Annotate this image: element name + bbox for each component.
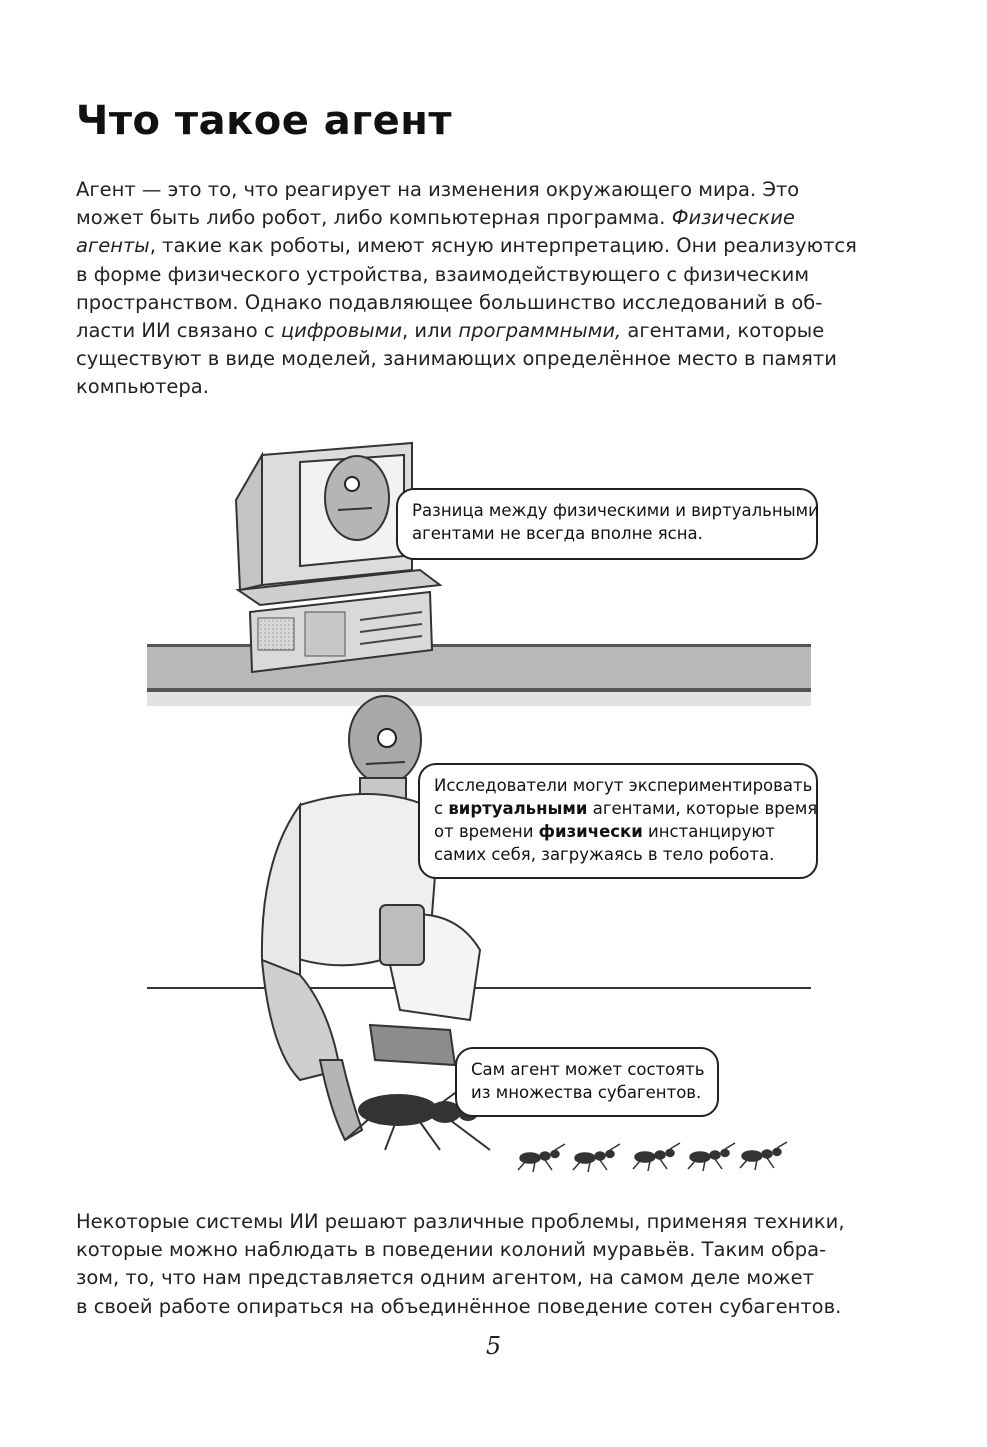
speech-bubble-2: [418, 763, 818, 879]
page-number: 5: [485, 1332, 502, 1360]
intro-line: пространством. Однако подавляющее большинство исследований в об-: [76, 290, 823, 314]
ant-colony-illustration: [518, 1142, 787, 1172]
bubble-line: от времени физически инстанцируют: [434, 822, 775, 841]
bold-term: виртуальными: [448, 799, 588, 818]
italic-term: Физические: [671, 206, 795, 230]
intro-line: в форме физического устройства, взаимодействующего с физическим: [76, 262, 810, 286]
page-title: Что такое агент: [76, 98, 453, 144]
intro-line: компьютера.: [76, 375, 209, 399]
bold-term: физически: [538, 822, 643, 841]
intro-line: ласти ИИ связано с цифровыми, или программными, агентами, которые: [76, 319, 825, 343]
outro-line: в своей работе опираться на объединённое поведение сотен субагентов.: [76, 1294, 842, 1318]
intro-line: может быть либо робот, либо компьютерная программа. Физические: [76, 206, 795, 230]
bubble-line: из множества субагентов.: [471, 1083, 702, 1102]
bubble-line: с виртуальными агентами, которые время: [434, 799, 818, 818]
intro-line: существуют в виде моделей, занимающих определённое место в памяти: [76, 347, 837, 371]
speech-bubble-1: [396, 488, 818, 560]
outro-line: Некоторые системы ИИ решают различные проблемы, применяя техники,: [76, 1210, 845, 1233]
intro-line: Агент — это то, что реагирует на изменения окружающего мира. Это: [76, 178, 800, 201]
bubble-line: самих себя, загружаясь в тело робота.: [434, 845, 775, 864]
italic-term: программными,: [458, 319, 622, 343]
desk: [147, 644, 811, 706]
bubble-line: Сам агент может состоять: [471, 1060, 705, 1079]
outro-line: которые можно наблюдать в поведении колоний муравьёв. Таким обра-: [76, 1238, 827, 1262]
italic-term: агенты: [76, 234, 150, 258]
speech-bubble-3: [455, 1047, 719, 1117]
italic-term: цифровыми: [280, 319, 403, 343]
outro-paragraph: [76, 1208, 876, 1321]
intro-line: агенты, такие как роботы, имеют ясную интерпретацию. Они реализуются: [76, 234, 857, 258]
bubble-line: агентами не всегда вполне ясна.: [412, 524, 703, 543]
bubble-line: Разница между физическими и виртуальными: [412, 501, 819, 520]
outro-line: зом, то, что нам представляется одним агентом, на самом деле может: [76, 1266, 814, 1290]
bubble-line: Исследователи могут экспериментировать: [434, 776, 813, 795]
